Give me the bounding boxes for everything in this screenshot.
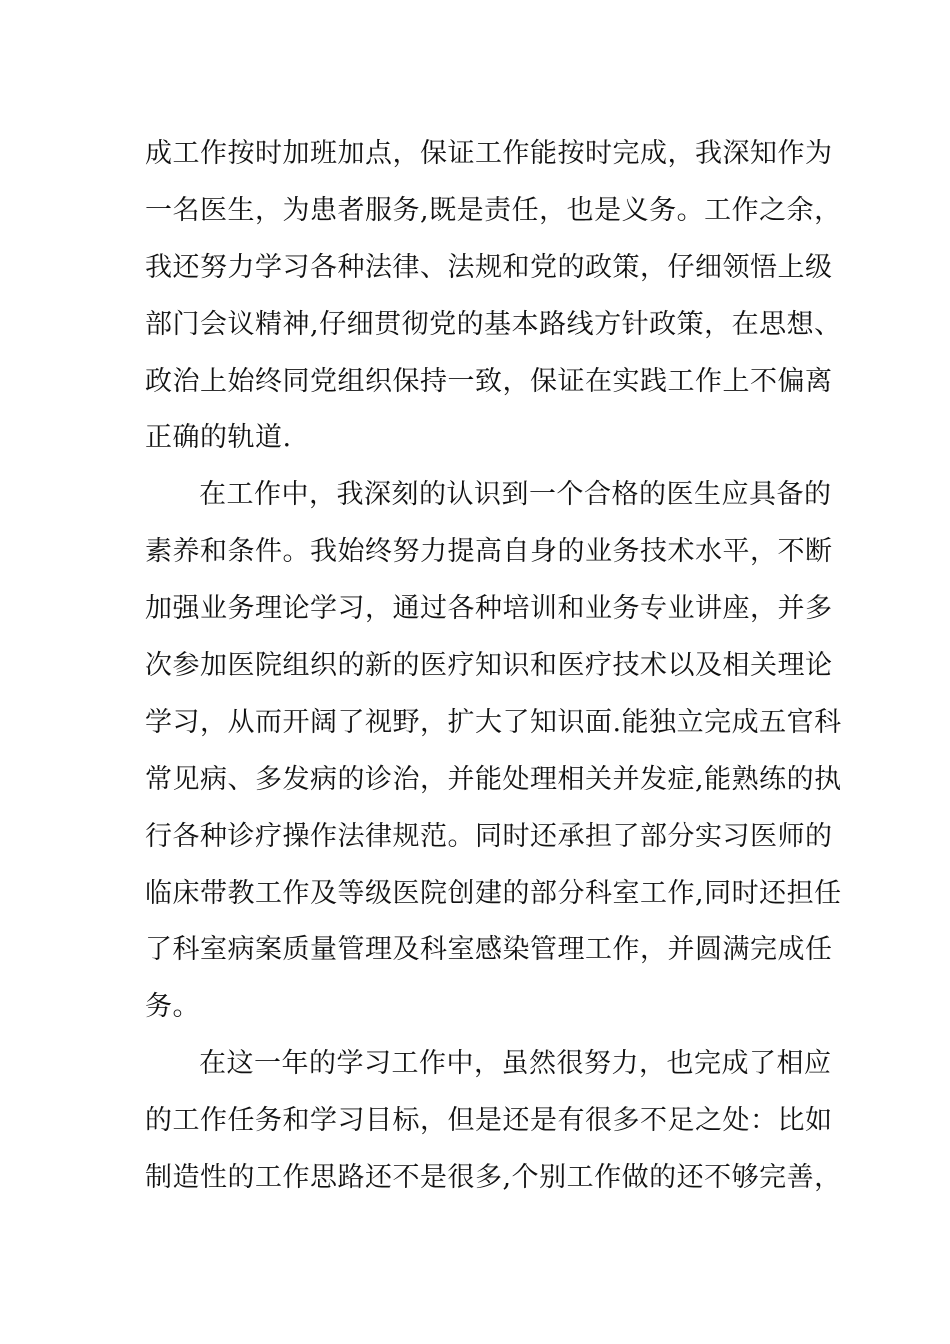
paragraph-2 [145,467,842,1036]
paragraph-line: 素养和条件。我始终努力提高自身的业务技术水平，不断 [145,536,833,568]
paragraph-3 [145,1036,842,1207]
paragraph-line: 加强业务理论学习，通过各种培训和业务专业讲座，并多 [145,593,833,625]
paragraph-line: 学习，从而开阔了视野，扩大了知识面.能独立完成五官科 [145,706,842,738]
paragraph-line: 正确的轨道. [145,422,292,454]
document-body [145,126,842,1207]
paragraph-line: 我还努力学习各种法律、法规和党的政策，仔细领悟上级 [145,251,833,283]
paragraph-first-line: 在这一年的学习工作中，虽然很努力，也完成了相应 [199,1048,832,1080]
paragraph-line: 了科室病案质量管理及科室感染管理工作，并圆满完成任 [145,934,833,966]
paragraph-first-line: 在工作中，我深刻的认识到一个合格的医生应具备的 [199,479,832,511]
paragraph-line: 政治上始终同党组织保持一致，保证在实践工作上不偏离 [145,365,833,397]
paragraph-line: 部门会议精神,仔细贯彻党的基本路线方针政策，在思想、 [145,308,842,340]
paragraph-line: 制造性的工作思路还不是很多,个别工作做的还不够完善， [145,1162,842,1194]
paragraph-line: 的工作任务和学习目标，但是还是有很多不足之处：比如 [145,1105,833,1137]
paragraph-line: 临床带教工作及等级医院创建的部分科室工作,同时还担任 [145,877,842,909]
paragraph-line: 一名医生，为患者服务,既是责任，也是义务。工作之余， [145,194,842,226]
paragraph-line: 务。 [145,991,200,1023]
paragraph-1 [145,126,842,467]
paragraph-line: 次参加医院组织的新的医疗知识和医疗技术以及相关理论 [145,650,833,682]
paragraph-line: 行各种诊疗操作法律规范。同时还承担了部分实习医师的 [145,820,833,852]
paragraph-line: 常见病、多发病的诊治，并能处理相关并发症,能熟练的执 [145,763,842,795]
paragraph-line: 成工作按时加班加点，保证工作能按时完成，我深知作为 [145,138,833,169]
